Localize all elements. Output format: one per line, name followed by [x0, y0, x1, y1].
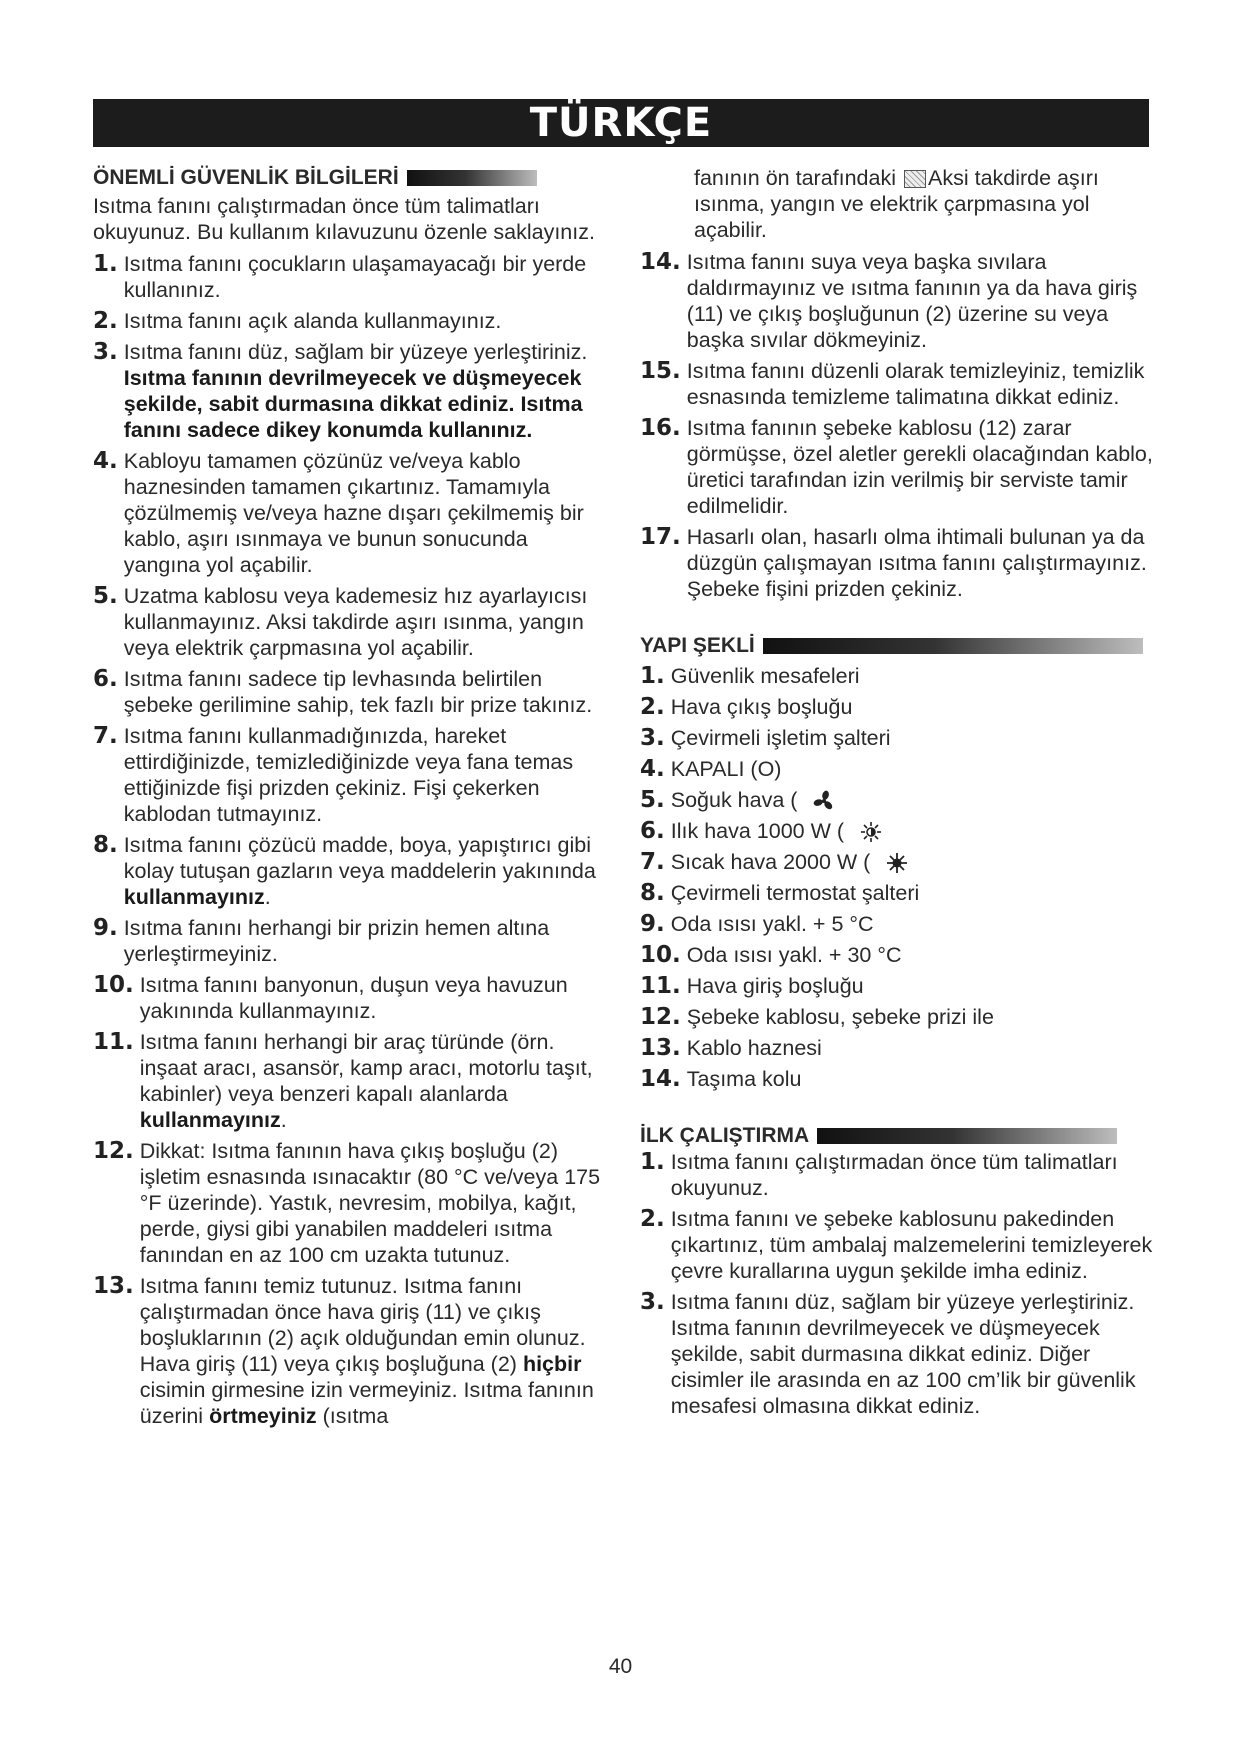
item-number: 9.: [93, 915, 118, 941]
item-number: 17.: [640, 524, 681, 550]
item-number: 2.: [93, 308, 118, 334]
item-number: 1.: [640, 663, 665, 689]
item-text: Isıtma fanını banyonun, duşun veya havuzun yakınında kullanmayınız.: [139, 973, 568, 1023]
left-column: [93, 165, 608, 1434]
item-text: Hasarlı olan, hasarlı olma ihtimali bulunan ya da düzgün çalışmayan ısıtma fanını çalıştırmayınız. Şebeke fişini prizden çekiniz.: [686, 525, 1147, 601]
list-item: [640, 1035, 1160, 1061]
item-text: Isıtma fanını ve şebeke kablosunu pakedinden çıkartınız, tüm ambalaj malzemelerini temizleyerek çevre kurallarına uygun şekilde imha ediniz.: [670, 1207, 1153, 1283]
item-number: 13.: [93, 1273, 134, 1299]
item-text-bold: kullanmayınız: [139, 1108, 281, 1132]
item-text: Isıtma fanını kullanmadığınızda, hareket ettirdiğinizde, temizlediğinizde veya fana temas ettiğinizde fişi prizden çekiniz. Fişi çekerken kablodan tutmayınız.: [123, 724, 574, 826]
list-item: [640, 249, 1160, 353]
safety-heading-text: ÖNEMLİ GÜVENLİK BİLGİLERİ: [93, 166, 399, 189]
item-text: Taşıma kolu: [686, 1067, 802, 1091]
list-item: [93, 339, 608, 443]
item-text-bold: örtmeyiniz: [209, 1404, 317, 1428]
item-text: Isıtma fanını açık alanda kullanmayınız.: [123, 309, 502, 333]
item-text-part: Isıtma fanını herhangi bir araç türünde (örn. inşaat aracı, asansör, kamp aracı, motorlu taşıt, kabinler) veya benzeri kapalı alanlarda: [139, 1030, 593, 1106]
item-text: Çevirmeli termostat şalteri: [670, 881, 920, 905]
item-text: Uzatma kablosu veya kademesiz hız ayarlayıcısı kullanmayınız. Aksi takdirde aşırı ısınma, yangın veya elektrik çarpmasına yol açabilir.: [123, 584, 588, 660]
item-text: Hava çıkış boşluğu: [670, 695, 853, 719]
item-number: 6.: [640, 818, 665, 844]
list-item: [640, 1004, 1160, 1030]
item-text: Isıtma fanını suya veya başka sıvılara daldırmayınız ve ısıtma fanının ya da hava giriş (11) ve çıkış boşluğunun (2) üzerine su veya başka sıvılar dökmeyiniz.: [686, 250, 1138, 352]
list-item: [640, 1066, 1160, 1092]
item-number: 7.: [93, 723, 118, 749]
heading-bar: [407, 170, 537, 186]
list-item: [640, 524, 1160, 602]
item-number: 8.: [640, 880, 665, 906]
item-number: 3.: [640, 725, 665, 751]
list-item: [93, 448, 608, 578]
list-item: [640, 725, 1160, 751]
item-number: 8.: [93, 832, 118, 858]
item-text: KAPALI (O): [670, 757, 782, 781]
item-text: Isıtma fanının şebeke kablosu (12) zarar görmüşse, özel aletler gerekli olacağından kablo, üretici tarafından izin verilmiş bir serviste tamir edilmelidir.: [686, 416, 1153, 518]
item-text: Şebeke kablosu, şebeke prizi ile: [686, 1005, 994, 1029]
item-number: 7.: [640, 849, 665, 875]
item-text: Isıtma fanını herhangi bir prizin hemen altına yerleştirmeyiniz.: [123, 916, 550, 966]
list-item: [640, 694, 1160, 720]
item-text: [671, 787, 1160, 813]
item-number: 14.: [640, 249, 681, 275]
item-number: 10.: [640, 942, 681, 968]
list-item: [93, 723, 608, 827]
list-item: [640, 756, 1160, 782]
list-item: [640, 1149, 1160, 1201]
list-item: [93, 1138, 608, 1268]
item-number: 13.: [640, 1035, 681, 1061]
list-item: [640, 1206, 1160, 1284]
item-number: 5.: [93, 583, 118, 609]
list-item: [640, 415, 1160, 519]
item-number: 1.: [93, 251, 118, 277]
item-text: Oda ısısı yakl. + 30 °C: [686, 943, 902, 967]
item-number: 4.: [93, 448, 118, 474]
list-item: [93, 972, 608, 1024]
item-text-tail: (ısıtma: [322, 1404, 389, 1428]
item-text: [671, 818, 1160, 844]
item-text-part: Ilık hava 1000 W (: [670, 819, 845, 843]
list-item: [640, 663, 1160, 689]
item-text: Isıtma fanını düz, sağlam bir yüzeye yerleştiriniz. Isıtma fanının devrilmeyecek ve düşmeyecek şekilde, sabit durmasına dikkat ediniz. Diğer cisimler ile arasında en az 100 cm’lik bir güvenlik mesafesi olmasına dikkat ediniz.: [670, 1290, 1136, 1418]
item-number: 11.: [640, 973, 681, 999]
item-text: Isıtma fanını çalıştırmadan önce tüm talimatları okuyunuz.: [670, 1150, 1118, 1200]
safety-intro: Isıtma fanını çalıştırmadan önce tüm talimatları okuyunuz. Bu kullanım kılavuzunu özenle saklayınız.: [93, 194, 595, 244]
list-item: [640, 1289, 1160, 1419]
heading-bar: [817, 1128, 1117, 1144]
item-text: Isıtma fanını düzenli olarak temizleyiniz, temizlik esnasında temizleme talimatına dikkat ediniz.: [686, 359, 1145, 409]
full-sun-icon: [886, 852, 908, 874]
item-text-part: Isıtma fanını çözücü madde, boya, yapıştırıcı gibi kolay tutuşan gazların veya maddelerin yakınında: [123, 833, 596, 883]
item-number: 2.: [640, 1206, 665, 1232]
item-number: 10.: [93, 972, 134, 998]
item-text: Kabloyu tamamen çözünüz ve/veya kablo haznesinden tamamen çıkartınız. Tamamıyla çözülmemiş ve/veya hazne dışarı çekilmemiş bir kablo, aşırı ısınmaya ve bunun sonucunda yangına yol açabilir.: [123, 449, 584, 577]
half-sun-icon: [860, 821, 882, 843]
item-number: 11.: [93, 1029, 134, 1055]
item-text-part: Sıcak hava 2000 W (: [670, 850, 871, 874]
list-item: [93, 1273, 608, 1429]
heading-bar: [763, 638, 1143, 654]
item-number: 12.: [640, 1004, 681, 1030]
item-text: Oda ısısı yakl. + 5 °C: [670, 912, 874, 936]
item-text-bold: Isıtma fanının devrilmeyecek ve düşmeyecek şekilde, sabit durmasına dikkat ediniz. Isıtma fanını sadece dikey konumda kullanınız.: [123, 366, 583, 442]
item-text: Güvenlik mesafeleri: [670, 664, 860, 688]
item-text-part: Soğuk hava (: [670, 788, 798, 812]
item-number: 15.: [640, 358, 681, 384]
list-item: [640, 849, 1160, 875]
item-text-tail: .: [264, 885, 271, 909]
item-text: [124, 832, 608, 910]
item-number: 3.: [93, 339, 118, 365]
list-item: [93, 308, 608, 334]
list-item: [640, 818, 1160, 844]
item-text: Çevirmeli işletim şalteri: [670, 726, 891, 750]
item-text: [140, 1273, 608, 1429]
list-item: [93, 583, 608, 661]
item-number: 3.: [640, 1289, 665, 1315]
item-text-bold: kullanmayınız: [123, 885, 265, 909]
list-item: [640, 880, 1160, 906]
section-heading-structure: [640, 633, 1160, 659]
section-heading-first-use: [640, 1123, 1160, 1149]
item-text: [140, 1029, 608, 1133]
item-text: Isıtma fanını sadece tip levhasında belirtilen şebeke gerilimine sahip, tek fazlı bir prize takınız.: [123, 667, 593, 717]
fan-icon: [813, 790, 835, 812]
item-text-tail: cisimin girmesine izin vermeyiniz. Isıtma fanının üzerini: [139, 1378, 594, 1428]
language-banner: TÜRKÇE: [93, 99, 1149, 147]
item-number: 2.: [640, 694, 665, 720]
list-item: [93, 666, 608, 718]
item-text-part: Isıtma fanını temiz tutunuz. Isıtma fanını çalıştırmadan önce hava giriş (11) ve çıkış boşluklarının (2) açık olduğundan emin olunuz. Hava giriş (11) veya çıkış boşluğuna (2): [139, 1274, 586, 1376]
item-text-part: Isıtma fanını düz, sağlam bir yüzeye yerleştiriniz.: [123, 340, 588, 364]
section-heading-safety: [93, 165, 608, 191]
list-item: [640, 942, 1160, 968]
item-text-part: fanının ön tarafındaki: [694, 166, 897, 190]
first-use-heading-text: İLK ÇALIŞTIRMA: [640, 1124, 810, 1147]
item-number: 4.: [640, 756, 665, 782]
item-text-tail: Aksi takdirde aşırı ısınma, yangın ve elektrik çarpmasına yol açabilir.: [694, 166, 1099, 242]
list-item: [93, 915, 608, 967]
item-text: Dikkat: Isıtma fanının hava çıkış boşluğu (2) işletim esnasında ısınacaktır (80 °C ve/veya 175 °F üzerinde). Yastık, nevresim, mobilya, kağıt, perde, giysi gibi yanabilen maddeleri ısıtma fanından en az 100 cm uzakta tutunuz.: [139, 1139, 601, 1267]
item-number: 6.: [93, 666, 118, 692]
item-number: 12.: [93, 1138, 134, 1164]
item-number: 5.: [640, 787, 665, 813]
item-number: 14.: [640, 1066, 681, 1092]
list-item: [640, 911, 1160, 937]
list-item: [93, 1029, 608, 1133]
item-text: [671, 849, 1160, 875]
item-text: Isıtma fanını çocukların ulaşamayacağı bir yerde kullanınız.: [123, 252, 587, 302]
document-icon: [904, 170, 926, 188]
page-number: 40: [608, 1655, 633, 1678]
item-text-bold: hiçbir: [522, 1352, 582, 1376]
item-13-continuation: [640, 165, 1160, 243]
item-text: Hava giriş boşluğu: [686, 974, 864, 998]
item-number: 1.: [640, 1149, 665, 1175]
item-number: 9.: [640, 911, 665, 937]
list-item: [640, 973, 1160, 999]
list-item: [640, 787, 1160, 813]
list-item: [93, 832, 608, 910]
list-item: [640, 358, 1160, 410]
item-number: 16.: [640, 415, 681, 441]
item-text-tail: .: [280, 1108, 287, 1132]
item-text: [124, 339, 608, 443]
list-item: [93, 251, 608, 303]
structure-heading-text: YAPI ŞEKLİ: [640, 634, 755, 657]
item-text: Kablo haznesi: [686, 1036, 822, 1060]
right-column: [640, 165, 1160, 1424]
